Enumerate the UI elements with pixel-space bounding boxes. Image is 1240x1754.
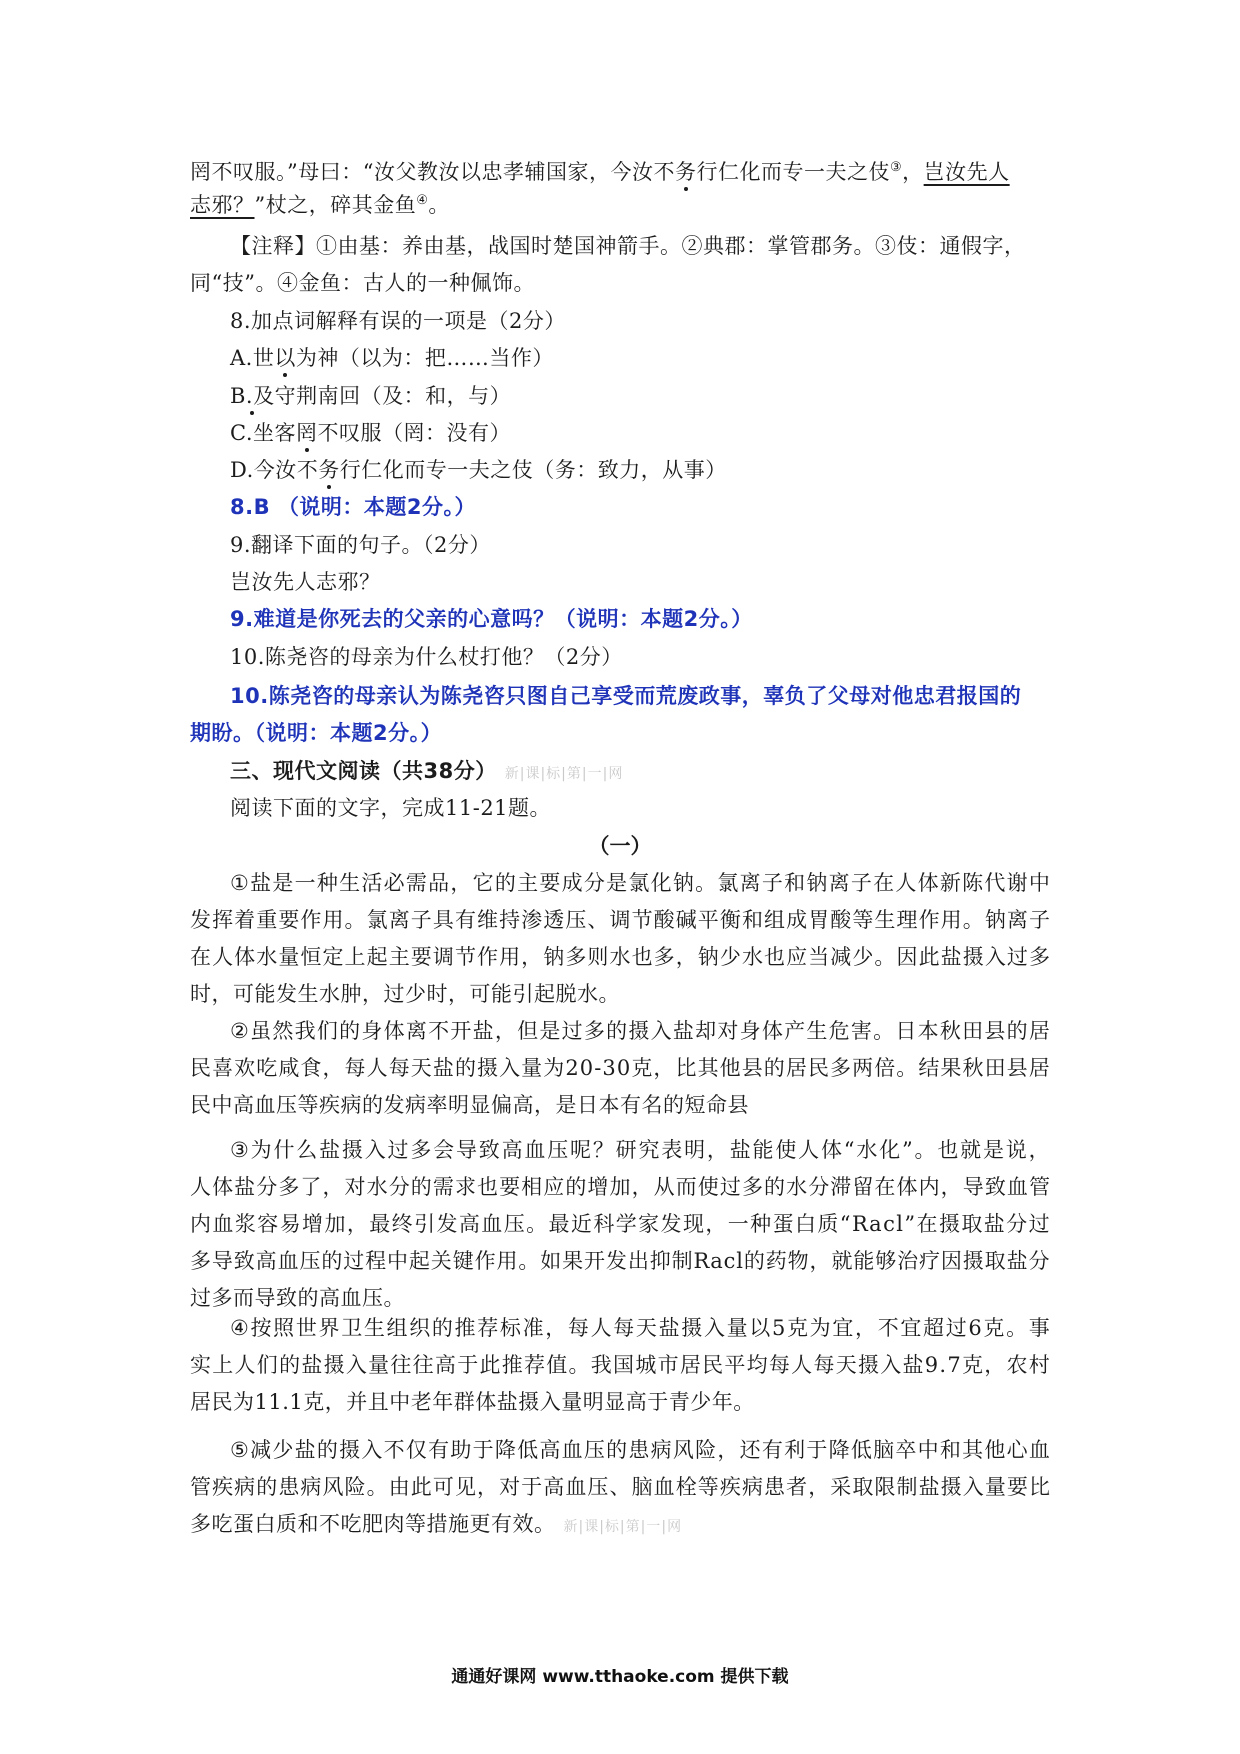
article-p3-line: ③ 为 什 么 盐 摄 入 过 多 会 导 致 高 血 压 呢 ？ 研 究 表 明 ， 盐 能 使 人 体 “ 水 化 ” 。 也 就 是 说 ，: [230, 1138, 1050, 1162]
footnote-ref: ③: [889, 160, 903, 175]
question-8-option-a: A.世以为神（以为：把……当作）: [230, 343, 554, 373]
footer-text: 通通好课网 www.tthaoke.com 提供下载: [451, 1667, 789, 1687]
part-label: （一）: [588, 834, 652, 858]
article-p1-line: 发 挥 着 重 要 作 用 。 氯 离 子 具 有 维 持 渗 透 压 、 调 节 酸 碱 平 衡 和 组 成 胃 酸 等 生 理 作 用 。 钠 离 子: [190, 908, 1050, 932]
underlined-sentence: 岂汝先人: [923, 160, 1010, 184]
emphasis-dot-char: 务: [318, 455, 340, 485]
article-p4-line: ④ 按 照 世 界 卫 生 组 织 的 推 荐 标 准 ， 每 人 每 天 盐 摄 入 量 以 5 克 为 宜 ， 不 宜 超 过 6 克 。 事: [230, 1316, 1050, 1340]
article-p4-line: 实 上 人 们 的 盐 摄 入 量 往 往 高 于 此 推 荐 值 。 我 国 城 市 居 民 平 均 每 人 每 天 摄 入 盐 9 . 7 克 ， 农 村: [190, 1353, 1050, 1377]
question-9-sentence: 岂汝先人志邪？: [230, 570, 381, 594]
article-p5-line: ⑤ 减 少 盐 的 摄 入 不 仅 有 助 于 降 低 高 血 压 的 患 病 风 险 ， 还 有 利 于 降 低 脑 卒 中 和 其 他 心 血: [230, 1438, 1050, 1462]
article-p3-line: 内 血 浆 容 易 增 加 ， 最 终 引 发 高 血 压 。 最 近 科 学 家 发 现 ， 一 种 蛋 白 质 “ R a c l ” 在 摄 取 盐 分 过: [190, 1212, 1050, 1236]
classical-line-1: 罔不叹服。”母曰：“汝父教汝以忠孝辅国家，今汝不务行仁化而专一夫之伎③，岂汝先人: [190, 157, 1010, 187]
footnote-ref: ④: [416, 193, 429, 208]
article-p2-line: 民中高血压等疾病的发病率明显偏高，是日本有名的短命县: [190, 1093, 749, 1117]
article-p5-line: 管 疾 病 的 患 病 风 险 。 由 此 可 见 ， 对 于 高 血 压 、 脑 血 栓 等 疾 病 患 者 ， 采 取 限 制 盐 摄 入 量 要 比: [190, 1475, 1050, 1499]
emphasis-dot-char: 务: [675, 157, 697, 187]
section-heading: 三、现代文阅读（共38分） 新|课|标|第|一|网: [230, 759, 624, 783]
article-p2-line: ② 虽 然 我 们 的 身 体 离 不 开 盐 ， 但 是 过 多 的 摄 入 盐 却 对 身 体 产 生 危 害 。 日 本 秋 田 县 的 居: [230, 1019, 1050, 1043]
question-8-option-b: B.及守荆南回（及：和，与）: [230, 381, 511, 411]
article-p1-line: ① 盐 是 一 种 生 活 必 需 品 ， 它 的 主 要 成 分 是 氯 化 钠 。 氯 离 子 和 钠 离 子 在 人 体 新 陈 代 谢 中: [230, 871, 1050, 895]
article-p5-line: 多吃蛋白质和不吃肥肉等措施更有效。 新|课|标|第|一|网: [190, 1512, 683, 1536]
question-10-answer-line-2: 期盼。（说明：本题2分。）: [190, 721, 443, 745]
question-9-stem: 9.翻译下面的句子。（2分）: [230, 533, 491, 557]
article-p3-line: 过多而导致的高血压。: [190, 1286, 405, 1310]
article-p4-line: 居民为11.1克，并且中老年群体盐摄入量明显高于青少年。: [190, 1390, 755, 1414]
section-instruction: 阅读下面的文字，完成11-21题。: [230, 796, 552, 820]
question-9-answer: 9.难道是你死去的父亲的心意吗？（说明：本题2分。）: [230, 607, 753, 631]
article-p1-line: 在 人 体 水 量 恒 定 上 起 主 要 调 节 作 用 ， 钠 多 则 水 也 多 ， 钠 少 水 也 应 当 减 少 。 因 此 盐 摄 入 过 多: [190, 945, 1050, 969]
article-p2-line: 民 喜 欢 吃 咸 食 ， 每 人 每 天 盐 的 摄 入 量 为 2 0 - 3 0 克 ， 比 其 他 县 的 居 民 多 两 倍 。 结 果 秋 田 县 居: [190, 1056, 1050, 1080]
question-8-option-d: D.今汝不务行仁化而专一夫之伎（务：致力，从事）: [230, 455, 727, 485]
question-8-answer: 8.B （说明：本题2分。）: [230, 495, 477, 519]
annotation-line-2: 同“技”。④金鱼：古人的一种佩饰。: [190, 271, 535, 295]
emphasis-dot-char: 以: [274, 343, 296, 373]
article-p3-line: 多 导 致 高 血 压 的 过 程 中 起 关 键 作 用 。 如 果 开 发 出 抑 制 R a c l 的 药 物 ， 就 能 够 治 疗 因 摄 取 盐 分: [190, 1249, 1050, 1273]
annotation-line-1: 【注释】①由基：养由基，战国时楚国神箭手。②典郡：掌管郡务。③伎：通假字，: [230, 234, 1026, 258]
question-10-stem: 10.陈尧咨的母亲为什么杖打他？（2分）: [230, 645, 623, 669]
classical-line-2: 志邪？”杖之，碎其金鱼④。: [190, 193, 450, 217]
watermark: 新|课|标|第|一|网: [563, 1519, 683, 1535]
question-8-option-c: C.坐客罔不叹服（罔：没有）: [230, 418, 511, 448]
question-8-stem: 8.加点词解释有误的一项是（2分）: [230, 309, 566, 333]
underlined-sentence: 志邪？: [190, 193, 255, 217]
article-p1-line: 时，可能发生水肿，过少时，可能引起脱水。: [190, 982, 620, 1006]
question-10-answer-line-1: 10.陈尧咨的母亲认为陈尧咨只图自己享受而荒废政事，辜负了父母对他忠君报国的: [230, 684, 1022, 708]
emphasis-dot-char: B.及: [230, 381, 275, 411]
article-p3-line: 人 体 盐 分 多 了 ， 对 水 分 的 需 求 也 要 相 应 的 增 加 ， 从 而 使 过 多 的 水 分 滞 留 在 体 内 ， 导 致 血 管: [190, 1175, 1050, 1199]
watermark: 新|课|标|第|一|网: [504, 766, 624, 782]
emphasis-dot-char: 罔: [296, 418, 318, 448]
